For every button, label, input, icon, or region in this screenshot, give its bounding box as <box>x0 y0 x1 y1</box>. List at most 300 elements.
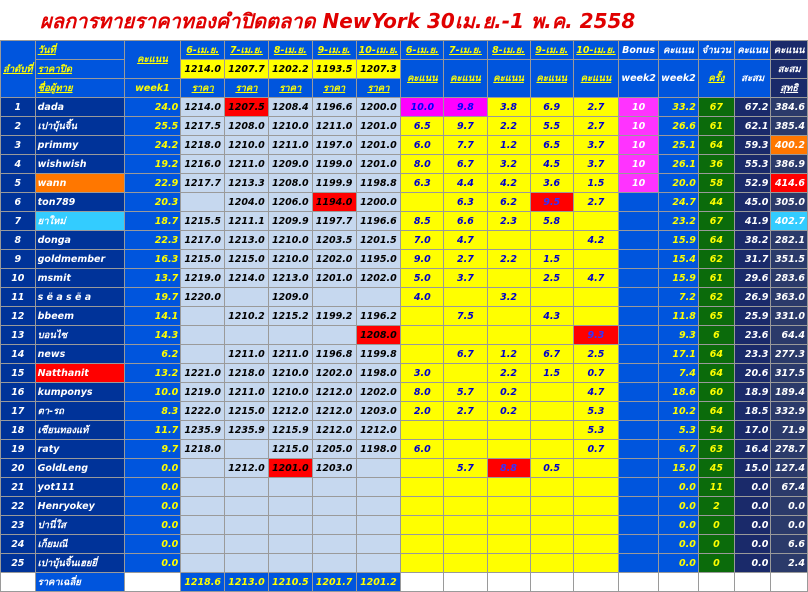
net-score: 402.7 <box>771 212 808 231</box>
price-guess: 1210.0 <box>225 136 269 155</box>
daily-score: 9.3 <box>573 326 618 345</box>
footer-blank <box>698 573 734 592</box>
player-name: ปานี่ใส <box>35 516 124 535</box>
net-score-header: คะแนน <box>771 41 808 60</box>
price-guess: 1217.0 <box>181 231 225 250</box>
rank-number: 7 <box>1 212 36 231</box>
price-guess: 1210.2 <box>225 307 269 326</box>
week2-header: week2 <box>659 60 699 98</box>
daily-score <box>530 440 573 459</box>
daily-score: 4.0 <box>401 288 444 307</box>
closing-price: 1193.5 <box>312 60 356 79</box>
bonus-score <box>619 535 659 554</box>
bonus-score <box>619 212 659 231</box>
guess-count: 64 <box>698 364 734 383</box>
rank-number: 14 <box>1 345 36 364</box>
bonus-score <box>619 250 659 269</box>
price-guess: 1210.0 <box>268 250 312 269</box>
guess-count: 0 <box>698 535 734 554</box>
average-price: 1210.5 <box>268 573 312 592</box>
player-name: kumponys <box>35 383 124 402</box>
guess-count: 67 <box>698 212 734 231</box>
week1-score: 9.7 <box>124 440 181 459</box>
daily-score: 5.0 <box>401 269 444 288</box>
player-name: เซียนทองแท้ <box>35 421 124 440</box>
footer-blank <box>1 573 36 592</box>
price-guess: 1212.0 <box>225 459 269 478</box>
price-guess: 1208.0 <box>268 174 312 193</box>
daily-score-header: คะแนน <box>401 60 444 98</box>
accum-score: 62.1 <box>734 117 770 136</box>
price-guess <box>181 326 225 345</box>
price-guess <box>181 459 225 478</box>
price-guess: 1213.3 <box>225 174 269 193</box>
daily-score: 2.2 <box>487 364 530 383</box>
price-guess: 1202.0 <box>312 364 356 383</box>
price-guess <box>181 554 225 573</box>
daily-score <box>487 497 530 516</box>
table-row <box>1 288 808 307</box>
accum-score: 52.9 <box>734 174 770 193</box>
price-guess: 1194.0 <box>312 193 356 212</box>
net-score: 0.0 <box>771 516 808 535</box>
daily-score: 7.0 <box>401 231 444 250</box>
close-price-header: ราคาปิด <box>35 60 124 79</box>
table-row <box>1 478 808 497</box>
week1-score: 13.7 <box>124 269 181 288</box>
price-guess: 1199.2 <box>312 307 356 326</box>
table-row <box>1 364 808 383</box>
rank-number: 13 <box>1 326 36 345</box>
price-guess: 1201.0 <box>356 155 401 174</box>
daily-score: 8.8 <box>487 459 530 478</box>
player-name: goldmember <box>35 250 124 269</box>
price-guess: 1219.0 <box>181 383 225 402</box>
price-header: ราคา <box>268 79 312 98</box>
daily-score <box>530 497 573 516</box>
daily-score <box>401 326 444 345</box>
week2-score: 25.1 <box>659 136 699 155</box>
daily-score-header: คะแนน <box>573 60 618 98</box>
daily-score: 3.0 <box>401 364 444 383</box>
daily-score <box>444 554 487 573</box>
bonus-score <box>619 497 659 516</box>
footer-blank <box>401 573 444 592</box>
daily-score <box>444 497 487 516</box>
price-guess <box>312 535 356 554</box>
daily-score: 9.5 <box>530 193 573 212</box>
rank-number: 1 <box>1 98 36 117</box>
guess-count: 62 <box>698 288 734 307</box>
daily-score <box>401 478 444 497</box>
table-row <box>1 155 808 174</box>
week1-score: 0.0 <box>124 554 181 573</box>
daily-score: 4.7 <box>573 269 618 288</box>
price-guess <box>356 288 401 307</box>
guess-count: 44 <box>698 193 734 212</box>
daily-score <box>530 535 573 554</box>
price-guess: 1197.0 <box>312 136 356 155</box>
daily-score: 1.2 <box>487 136 530 155</box>
closing-price: 1207.7 <box>225 60 269 79</box>
daily-score <box>487 440 530 459</box>
footer-blank <box>659 573 699 592</box>
net-header: สุทธิ <box>771 79 808 98</box>
net-score: 127.4 <box>771 459 808 478</box>
net-score: 317.5 <box>771 364 808 383</box>
price-guess: 1199.9 <box>312 174 356 193</box>
daily-score <box>487 307 530 326</box>
week2-score: 0.0 <box>659 535 699 554</box>
accum-score: 16.4 <box>734 440 770 459</box>
price-guess: 1200.0 <box>356 193 401 212</box>
guess-count: 64 <box>698 136 734 155</box>
table-row <box>1 98 808 117</box>
net-sum-header: สะสม <box>771 60 808 79</box>
player-name-header: ชื่อผู้ทาย <box>35 79 124 98</box>
table-row <box>1 117 808 136</box>
price-guess: 1203.0 <box>312 459 356 478</box>
week1-score: 22.9 <box>124 174 181 193</box>
header-row-1 <box>1 41 808 60</box>
price-guess: 1208.0 <box>356 326 401 345</box>
bonus-score <box>619 554 659 573</box>
net-score: 278.7 <box>771 440 808 459</box>
daily-score: 3.2 <box>487 288 530 307</box>
price-guess: 1215.0 <box>268 440 312 459</box>
price-guess: 1221.0 <box>181 364 225 383</box>
rank-number: 9 <box>1 250 36 269</box>
daily-score: 6.7 <box>530 345 573 364</box>
player-name: raty <box>35 440 124 459</box>
price-guess: 1196.8 <box>312 345 356 364</box>
daily-score: 1.5 <box>530 250 573 269</box>
daily-score: 5.3 <box>573 421 618 440</box>
net-score: 386.9 <box>771 155 808 174</box>
guess-count: 67 <box>698 98 734 117</box>
price-guess: 1206.0 <box>268 193 312 212</box>
price-guess: 1201.0 <box>312 269 356 288</box>
bonus-score <box>619 193 659 212</box>
price-guess: 1211.0 <box>225 155 269 174</box>
daily-score: 2.2 <box>487 250 530 269</box>
guess-count: 64 <box>698 402 734 421</box>
week2-score: 6.7 <box>659 440 699 459</box>
player-name: news <box>35 345 124 364</box>
daily-score <box>573 516 618 535</box>
accum-score: 29.6 <box>734 269 770 288</box>
price-guess: 1215.2 <box>268 307 312 326</box>
daily-score: 0.2 <box>487 402 530 421</box>
table-row <box>1 440 808 459</box>
week1-score: 25.5 <box>124 117 181 136</box>
guess-count: 63 <box>698 440 734 459</box>
guess-count: 0 <box>698 554 734 573</box>
footer-blank <box>444 573 487 592</box>
net-score: 351.5 <box>771 250 808 269</box>
price-guess: 1199.8 <box>356 345 401 364</box>
player-name: เปาบุ้นจิ้น <box>35 117 124 136</box>
accum-score: 0.0 <box>734 516 770 535</box>
footer-blank <box>619 573 659 592</box>
price-header: ราคา <box>181 79 225 98</box>
week1-score: 6.2 <box>124 345 181 364</box>
week2-score: 15.0 <box>659 459 699 478</box>
daily-score: 2.2 <box>487 117 530 136</box>
price-guess <box>312 478 356 497</box>
price-guess: 1201.0 <box>268 459 312 478</box>
week2-score: 0.0 <box>659 554 699 573</box>
week2-score: 7.2 <box>659 288 699 307</box>
price-guess <box>225 326 269 345</box>
accum-score: 0.0 <box>734 554 770 573</box>
accum-score: 0.0 <box>734 497 770 516</box>
table-row <box>1 269 808 288</box>
price-guess: 1215.0 <box>181 250 225 269</box>
daily-score <box>401 307 444 326</box>
bonus-score <box>619 288 659 307</box>
price-guess: 1209.9 <box>268 212 312 231</box>
bonus-score <box>619 402 659 421</box>
player-name: bbeem <box>35 307 124 326</box>
daily-score: 6.6 <box>444 212 487 231</box>
bonus-score <box>619 307 659 326</box>
daily-score: 5.8 <box>530 212 573 231</box>
price-guess: 1212.0 <box>312 383 356 402</box>
price-guess: 1210.0 <box>268 364 312 383</box>
price-guess: 1212.0 <box>268 402 312 421</box>
net-score: 6.6 <box>771 535 808 554</box>
player-name: Henryokey <box>35 497 124 516</box>
week2-score: 0.0 <box>659 516 699 535</box>
daily-score: 10.0 <box>401 98 444 117</box>
guess-count: 60 <box>698 383 734 402</box>
daily-score: 3.7 <box>573 155 618 174</box>
week2-score: 0.0 <box>659 497 699 516</box>
daily-score: 6.7 <box>444 345 487 364</box>
net-score: 67.4 <box>771 478 808 497</box>
daily-score-header: คะแนน <box>487 60 530 98</box>
daily-score: 5.5 <box>530 117 573 136</box>
times-header: ครั้ง <box>698 60 734 98</box>
accum-score: 45.0 <box>734 193 770 212</box>
score-table <box>0 40 808 592</box>
week2-score: 18.6 <box>659 383 699 402</box>
week1-score: 19.2 <box>124 155 181 174</box>
price-guess: 1208.0 <box>225 117 269 136</box>
daily-score: 6.3 <box>401 174 444 193</box>
week1-score: 0.0 <box>124 459 181 478</box>
bonus-header: Bonus <box>619 41 659 60</box>
net-score: 282.1 <box>771 231 808 250</box>
price-guess <box>181 345 225 364</box>
daily-score-header: คะแนน <box>444 60 487 98</box>
daily-score <box>573 212 618 231</box>
guess-count: 0 <box>698 516 734 535</box>
daily-score <box>487 269 530 288</box>
rank-number: 10 <box>1 269 36 288</box>
bonus-score: 10 <box>619 117 659 136</box>
rank-header: ลำดับที่ <box>1 41 36 98</box>
player-name: yot111 <box>35 478 124 497</box>
daily-score <box>530 554 573 573</box>
week2-score: 33.2 <box>659 98 699 117</box>
daily-score: 7.5 <box>444 307 487 326</box>
price-guess: 1214.0 <box>181 98 225 117</box>
price-guess <box>181 516 225 535</box>
footer-blank <box>530 573 573 592</box>
bonus-score <box>619 421 659 440</box>
price-guess <box>356 535 401 554</box>
player-name: primmy <box>35 136 124 155</box>
daily-score: 8.0 <box>401 155 444 174</box>
price-header: ราคา <box>356 79 401 98</box>
daily-score: 5.7 <box>444 459 487 478</box>
price-guess: 1201.5 <box>356 231 401 250</box>
daily-score: 7.7 <box>444 136 487 155</box>
bonus-score: 10 <box>619 174 659 193</box>
player-name: ตา-รถ <box>35 402 124 421</box>
week1-score: 16.3 <box>124 250 181 269</box>
price-guess: 1209.0 <box>268 155 312 174</box>
week1-score: 14.3 <box>124 326 181 345</box>
net-score: 363.0 <box>771 288 808 307</box>
daily-score: 9.0 <box>401 250 444 269</box>
daily-score: 4.2 <box>487 174 530 193</box>
rank-number: 8 <box>1 231 36 250</box>
bonus-score <box>619 364 659 383</box>
daily-score <box>401 554 444 573</box>
price-guess: 1235.9 <box>225 421 269 440</box>
table-row <box>1 174 808 193</box>
week1-score: 13.2 <box>124 364 181 383</box>
price-guess: 1218.0 <box>181 440 225 459</box>
bonus-score <box>619 231 659 250</box>
price-guess: 1207.5 <box>225 98 269 117</box>
footer-blank <box>573 573 618 592</box>
daily-score <box>401 497 444 516</box>
price-guess: 1211.1 <box>225 212 269 231</box>
score-date-header: 10-เม.ย. <box>573 41 618 60</box>
daily-score: 2.7 <box>573 117 618 136</box>
week2-score: 5.3 <box>659 421 699 440</box>
week2-score: 15.9 <box>659 231 699 250</box>
header-row-2 <box>1 60 808 79</box>
daily-score: 6.5 <box>530 136 573 155</box>
daily-score: 2.7 <box>573 193 618 212</box>
price-date-header: 6-เม.ย. <box>181 41 225 60</box>
table-row <box>1 136 808 155</box>
price-guess <box>268 326 312 345</box>
rank-number: 5 <box>1 174 36 193</box>
daily-score <box>487 554 530 573</box>
rank-number: 3 <box>1 136 36 155</box>
daily-score <box>487 421 530 440</box>
price-date-header: 9-เม.ย. <box>312 41 356 60</box>
table-row <box>1 535 808 554</box>
table-row <box>1 554 808 573</box>
daily-score: 2.7 <box>573 98 618 117</box>
footer-blank <box>124 573 181 592</box>
daily-score <box>444 440 487 459</box>
rank-number: 6 <box>1 193 36 212</box>
net-score: 277.3 <box>771 345 808 364</box>
price-guess <box>356 554 401 573</box>
bonus-score <box>619 516 659 535</box>
price-guess <box>268 478 312 497</box>
price-guess <box>181 307 225 326</box>
table-body <box>1 41 808 592</box>
price-guess: 1220.0 <box>181 288 225 307</box>
daily-score: 1.5 <box>530 364 573 383</box>
rank-number: 17 <box>1 402 36 421</box>
net-score: 400.2 <box>771 136 808 155</box>
week1-score: 24.2 <box>124 136 181 155</box>
table-row <box>1 516 808 535</box>
week2-score: 26.1 <box>659 155 699 174</box>
daily-score <box>444 288 487 307</box>
price-guess: 1201.0 <box>356 117 401 136</box>
daily-score: 0.7 <box>573 440 618 459</box>
week1-header: week1 <box>124 79 181 98</box>
price-guess: 1210.0 <box>268 383 312 402</box>
daily-score <box>444 421 487 440</box>
closing-price: 1214.0 <box>181 60 225 79</box>
price-guess <box>356 478 401 497</box>
rank-number: 22 <box>1 497 36 516</box>
price-guess: 1211.0 <box>225 345 269 364</box>
daily-score: 1.5 <box>573 174 618 193</box>
accum-score: 20.6 <box>734 364 770 383</box>
net-score: 283.6 <box>771 269 808 288</box>
daily-score: 6.0 <box>401 136 444 155</box>
footer-blank <box>734 573 770 592</box>
bonus-score <box>619 440 659 459</box>
price-guess: 1212.0 <box>312 421 356 440</box>
daily-score <box>530 288 573 307</box>
guess-count: 2 <box>698 497 734 516</box>
player-name: ยาใหม่ <box>35 212 124 231</box>
daily-score <box>401 421 444 440</box>
price-guess: 1203.0 <box>356 402 401 421</box>
week1-score: 8.3 <box>124 402 181 421</box>
daily-score: 6.5 <box>401 117 444 136</box>
daily-score: 6.0 <box>401 440 444 459</box>
daily-score <box>573 554 618 573</box>
table-row <box>1 212 808 231</box>
accum-score: 17.0 <box>734 421 770 440</box>
daily-score: 9.7 <box>444 117 487 136</box>
guess-count: 36 <box>698 155 734 174</box>
daily-score <box>487 516 530 535</box>
player-name: wishwish <box>35 155 124 174</box>
daily-score: 6.9 <box>530 98 573 117</box>
daily-score <box>444 478 487 497</box>
price-guess <box>225 440 269 459</box>
daily-score <box>530 402 573 421</box>
table-row <box>1 326 808 345</box>
player-name: ton789 <box>35 193 124 212</box>
daily-score: 3.6 <box>530 174 573 193</box>
average-price: 1218.6 <box>181 573 225 592</box>
daily-score <box>530 478 573 497</box>
footer-blank <box>771 573 808 592</box>
price-guess: 1198.8 <box>356 174 401 193</box>
daily-score <box>573 250 618 269</box>
daily-score <box>530 383 573 402</box>
daily-score <box>487 535 530 554</box>
bonus-week2-header: week2 <box>619 60 659 98</box>
